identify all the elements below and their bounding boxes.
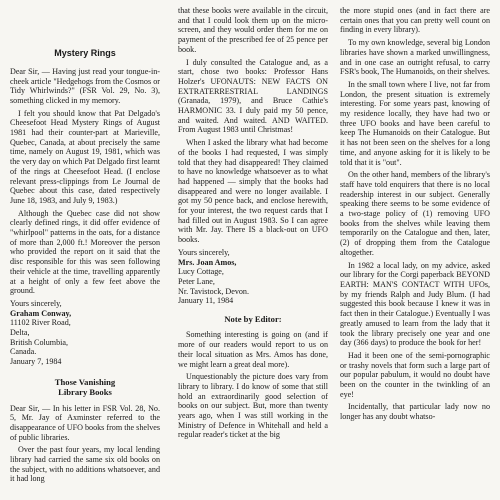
letter1-para: Although the Quebec case did not show clearly defined rings, it did offer evidence of "whirlpool" patterns in the oats, for a distance of more than 2,000 ft.! Moreover the person who provided the report on it said that the disc responsible for this was seen following their vehicle at the time, travelling apparently at a height of only a few feet above the ground. — [10, 208, 160, 296]
letter1-signature: Yours sincerely, Graham Conway, 11102 River Road, Delta, British Columbia, Canada. January 7, 1984 — [10, 298, 72, 367]
editor-note-para: To my own knowledge, several big London libraries have shown a marked unwillingness, and in one case an outright refusal, to carry FSR's book, The Humanoids, on their shelves. — [340, 38, 490, 77]
editor-note-para: In 1982 a local lady, on my advice, asked our library for the Corgi paperback BEYOND EARTH: MAN'S CONTACT WITH UFOs, by my friends Ralph and Judy Blum. (I had suggested this book because I knew it was in fact then in their Catalogue.) Eventually I was greatly amused to learn from the lady that it took the library precisely one year and one day (366 days) to produce the book for her! — [340, 260, 490, 348]
letter2-para: Dear Sir, — In his letter in FSR Vol. 28, No. 5, Mr. Jay of Axminster referred to the disappearance of UFO books from the shelves of public libraries. — [10, 403, 160, 442]
editor-note-para: Unquestionably the picture does vary from library to library. I do know of some that still hold an extraordinarily good selection of books on our subject. But, more than twenty years ago, when I was still working in the Ministry of Defence in Whitehall and held a regular reader's ticket at the big — [178, 372, 328, 440]
editor-note-para: Incidentally, that particular lady now no longer has any doubt whatso- — [340, 402, 490, 422]
letter2-para: I duly consulted the Catalogue and, as a start, chose two books: Professor Hans Holzer's UFONAUTS: NEW FACTS ON EXTRATERRESTRIAL LANDINGS (Granada, 1979), and Bruce Cathie's HARMONIC 33. I duly paid my 50 pence, and waited. And waited. AND WAITED. From August 1983 until Christmas! — [178, 57, 328, 135]
editor-note-para: Had it been one of the semi-pornographic or trashy novels that form such a large part of our popular pabulum, it would no doubt have been on the counter in the twinkling of an eye! — [340, 350, 490, 399]
column-3 — [340, 6, 490, 500]
letter2-para: Over the past four years, my local lending library had carried the same six old books on the subject, with no additions whatsoever, and it had long — [10, 445, 160, 484]
heading-editor-note: Note by Editor: — [224, 314, 282, 325]
editor-note-para: In the small town where I live, not far from London, the present situation is extremely interesting. For some years past, knowing of my residence locally, they have had two or three UFO books and have been careful to keep The Humanoids on their Catalogue. But it has not been seen on the shelves for a long time, and anyone asking for it is likely to be told that it is "out". — [340, 79, 490, 167]
editor-note-para: Something interesting is going on (and if more of our readers would report to us on their local situation as Mrs. Amos has done, we might learn a great deal more). — [178, 330, 328, 369]
heading-vanishing-books: Those Vanishing Library Books — [54, 376, 116, 398]
column-2 — [178, 6, 328, 500]
column-1 — [10, 46, 160, 500]
letter1-para: I felt you should know that Pat Delgado's Cheesefoot Head Mystery Rings of August 1981 had their counter-part at Marieville, Quebec, Canada, at about precisely the same time, namely on August 19, 1981, which was the very day on which Pat Delgado first learnt of the rings at Cheesefoot Head. (I enclose relevant press-clippings from Le Journal de Quebec about this case, dated respectively June 18, 1983, and July 9, 1983.) — [10, 108, 160, 205]
editor-note-para: On the other hand, members of the library's staff have told enquirers that there is no local readership interest in our subject. Generally speaking there seems to be some evidence of a two-stage policy of (1) removing UFO books from the shelves while leaving them temporarily on the Catalogue and then, later, (2) of dropping them from the Catalogue altogether. — [340, 170, 490, 257]
heading-mystery-rings: Mystery Rings — [54, 48, 116, 58]
letter2-para: that these books were available in the circuit, and that I could look them up on the micro-screen, and they would order them for me on payment of the prescribed fee of 25 pence per book. — [178, 6, 328, 54]
letter2-signature: Yours sincerely, Mrs. Joan Amos, Lucy Cottage, Peter Lane, Nr. Tavistock, Devon. January 11, 1984 — [178, 247, 249, 306]
letter1-para: Dear Sir, — Having just read your tongue-in-cheek article "Hedgehogs from the Cosmos or Tidy Whirlwinds?" (FSR Vol. 29, No. 3), something clicked in my memory. — [10, 66, 160, 105]
letter2-para: When I asked the library what had become of the books I had requested, I was simply told that they had disappeared! They claimed to have no knowledge whatsoever as to what had happened — simply that the books had disappeared and were no longer available. I got my 50 pence back, and enclose herewith, for your interest, the two request cards that I had filled out in August 1983. So I can agree with Mr. Jay. There IS a black-out on UFO books. — [178, 138, 328, 245]
editor-note-para: the more stupid ones (and in fact there are certain ones that you can pretty well count on finding in every library). — [340, 6, 490, 35]
